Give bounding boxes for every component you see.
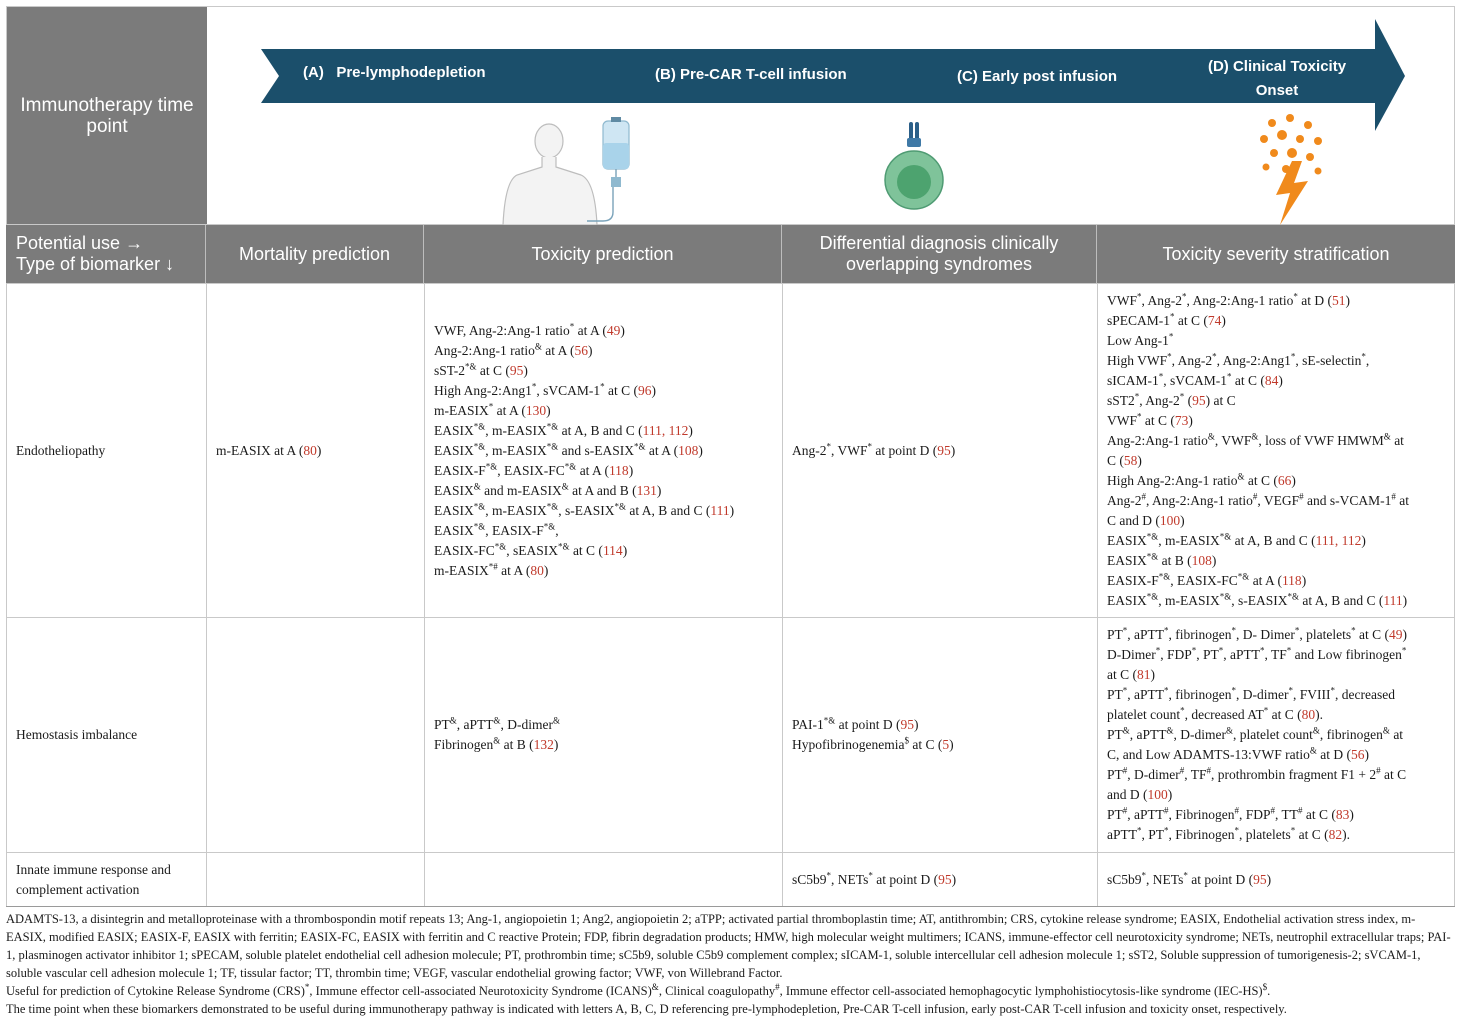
reference-link[interactable]: 95	[1253, 871, 1267, 887]
reference-link[interactable]: 80	[530, 562, 544, 578]
grid-line	[6, 906, 1455, 907]
reference-link[interactable]: 49	[1388, 627, 1403, 642]
cell-line: sST-2*& at C (95)	[434, 361, 528, 378]
cell-line: EASIX*&, m-EASIX*&, s-EASIX*& at A, B and C (111)	[434, 501, 735, 518]
cell-line: Ang-2:Ang-1 ratio&, VWF&, loss of VWF HMWM& at	[1107, 431, 1404, 448]
reference-link[interactable]: 95	[938, 871, 952, 887]
reference-link[interactable]: 84	[1264, 372, 1279, 388]
reference-link[interactable]: 131	[636, 482, 657, 498]
lightning-bolt	[1276, 161, 1308, 225]
cytokine-toxicity-icon	[1252, 113, 1332, 225]
reference-link[interactable]: 96	[638, 382, 652, 398]
reference-link[interactable]: 80	[303, 442, 317, 458]
reference-link[interactable]: 95	[509, 362, 524, 378]
header-mortality: Mortality prediction	[206, 225, 424, 283]
reference-link[interactable]: 111, 112	[1315, 532, 1362, 548]
header-differential: Differential diagnosis clinically overlapping syndromes	[782, 225, 1097, 283]
reference-link[interactable]: 114	[602, 542, 623, 558]
reference-link[interactable]: 95	[1192, 392, 1206, 408]
reference-link[interactable]: 56	[1351, 747, 1365, 762]
cell-line: High Ang-2:Ang1*, sVCAM-1* at C (96)	[434, 381, 657, 398]
reference-link[interactable]: 66	[1277, 472, 1292, 488]
cell-line: Ang-2*, VWF* at point D (95)	[792, 441, 956, 458]
cell-line: sPECAM-1* at C (74)	[1107, 311, 1226, 328]
row-endotheliopathy-type: Endotheliopathy	[16, 442, 106, 458]
row-innate-type: Innate immune response and complement activation	[16, 861, 171, 897]
reference-link[interactable]: 118	[1281, 572, 1302, 588]
row-endotheliopathy-severity	[1097, 284, 1455, 617]
cell-line: m-EASIX at A (80)	[216, 442, 322, 458]
cell-line: at C (81)	[1107, 667, 1155, 682]
reference-link[interactable]: 56	[574, 342, 588, 358]
reference-link[interactable]: 111	[710, 502, 730, 518]
cell-line: sC5b9*, NETs* at point D (95)	[1107, 870, 1272, 887]
stage-b: (B) Pre-CAR T-cell infusion	[655, 66, 847, 83]
cell-line: C (58)	[1107, 452, 1142, 468]
cell-line: EASIX& and m-EASIX& at A and B (131)	[434, 481, 662, 498]
reference-link[interactable]: 108	[678, 442, 699, 458]
cell-line: VWF* at C (73)	[1107, 411, 1193, 428]
reference-link[interactable]: 108	[1191, 552, 1212, 568]
cell-line: Hypofibrinogenemia$ at C (5)	[792, 735, 954, 752]
reference-link[interactable]: 81	[1137, 667, 1151, 682]
reference-link[interactable]: 118	[608, 462, 629, 478]
cell-line: VWF*, Ang-2*, Ang-2:Ang-1 ratio* at D (51)	[1107, 291, 1350, 308]
reference-link[interactable]: 111, 112	[642, 422, 689, 438]
car-t-cell-icon	[882, 120, 946, 215]
row-hemostasis-severity	[1097, 618, 1455, 852]
row-hemostasis-type: Hemostasis imbalance	[16, 727, 138, 742]
row-innate-mortality	[206, 853, 424, 906]
cell-line: aPTT*, PT*, Fibrinogen*, platelets* at C (82).	[1107, 825, 1350, 842]
cell-line: EASIX-F*&, EASIX-FC*& at A (118)	[434, 461, 634, 478]
timeline-label: Immunotherapy time point	[7, 7, 207, 224]
row-endotheliopathy-toxicity	[424, 284, 782, 617]
cell-line: C, and Low ADAMTS-13:VWF ratio& at D (56)	[1107, 745, 1370, 762]
reference-link[interactable]: 49	[606, 322, 621, 338]
cell-line: EASIX*& at B (108)	[1107, 551, 1217, 568]
stage-a: (A) Pre-lymphodepletion	[303, 64, 486, 81]
stage-c: (C) Early post infusion	[957, 68, 1118, 85]
cell-line: PT&, aPTT&, D-dimer&, platelet count&, fibrinogen& at	[1107, 725, 1404, 742]
cell-line: D-Dimer*, FDP*, PT*, aPTT*, TF* and Low fibrinogen*	[1107, 645, 1407, 662]
cell-line: VWF, Ang-2:Ang-1 ratio* at A (49)	[434, 321, 625, 338]
cell-line: m-EASIX* at A (130)	[434, 401, 551, 418]
cell-line: EASIX*&, m-EASIX*& at A, B and C (111, 112)	[434, 421, 693, 438]
row-innate-severity	[1097, 853, 1455, 906]
cell-line: sST2*, Ang-2* (95) at C	[1107, 391, 1236, 408]
stage-d: (D) Clinical Toxicity Onset	[1207, 58, 1347, 99]
reference-link[interactable]: 130	[525, 402, 547, 418]
cell-nucleus	[897, 165, 931, 199]
row-innate-differential	[782, 853, 1097, 906]
reference-link[interactable]: 58	[1123, 452, 1138, 468]
cell-line: High Ang-2:Ang-1 ratio& at C (66)	[1107, 471, 1296, 488]
cell-line: sICAM-1*, sVCAM-1* at C (84)	[1107, 371, 1283, 388]
timeline-panel	[6, 6, 1455, 225]
reference-link[interactable]: 111	[1383, 592, 1403, 608]
cell-line: EASIX*&, m-EASIX*& and s-EASIX*& at A (108)	[434, 441, 703, 458]
cell-line: Ang-2:Ang-1 ratio& at A (56)	[434, 341, 593, 358]
row-hemostasis-mortality	[206, 618, 424, 852]
cell-line: C and D (100)	[1107, 512, 1185, 528]
reference-link[interactable]: 82	[1328, 827, 1343, 842]
reference-link[interactable]: 95	[937, 442, 951, 458]
footnote-symbols: Useful for prediction of Cytokine Release Syndrome (CRS)*, Immune effector cell-associated Neurotoxicity Syndrome (ICANS)&, Clinical coagulopathy#, Immune effector cell-associated hemophagocytic lymphohistiocytosis-like syndrome (IEC-HS)$.	[6, 981, 1271, 998]
header-col-type: Potential use → Type of biomarker ↓	[6, 225, 206, 283]
row-hemostasis-toxicity	[424, 618, 782, 852]
table-footnotes	[6, 910, 1455, 1018]
reference-link[interactable]: 100	[1159, 512, 1181, 528]
cell-line: platelet count*, decreased AT* at C (80).	[1107, 705, 1323, 722]
cell-line: PT*, aPTT*, fibrinogen*, D- Dimer*, platelets* at C (49)	[1107, 625, 1407, 642]
footnote-abbreviations: ADAMTS-13, a disintegrin and metalloproteinase with a thrombospondin motif repeats 13; Ang-1, angiopoietin 1; Ang2, angiopoietin 2; aTPP; activated partial thromboplastin time; AT, antithrombin; CRS, cytokine release syndrome; EASIX, Endothelial activation stress index, m-EASIX, modified EASIX; EASIX-F, EASIX with ferritin; EASIX-FC, EASIX with ferritin and C reactive Protein; FDP, fibrin degradation products; HMW, high molecular weight multimers; ICANS, immune-effector cell neurotoxicity syndrome; NETs, neutrophil extracellular traps; PAI-1, plasminogen activator inhibitor 1; sPECAM, soluble platelet endothelial cell adhesion molecule; PT, prothrombin time; sC5b9, soluble C5b9 complement complex; sICAM-1, soluble intercellular cell adhesion molecule 1; sST2, Soluble suppression of tumorigenesis-2; sVCAM-1, soluble vascular cell adhesion molecule 1; TF, tissular factor; TT, thrombin time; VEGF, vascular endothelial growing factor; VWF, von Willebrand Factor.	[6, 912, 1451, 980]
patient-iv-icon	[497, 117, 637, 225]
cell-line: High VWF*, Ang-2*, Ang-2:Ang1*, sE-selectin*,	[1107, 351, 1370, 368]
reference-link[interactable]: 5	[942, 737, 950, 752]
reference-link[interactable]: 73	[1174, 412, 1189, 428]
header-toxicity: Toxicity prediction	[424, 225, 782, 283]
cell-line: EASIX-F*&, EASIX-FC*& at A (118)	[1107, 571, 1307, 588]
cell-line: EASIX-FC*&, sEASIX*& at C (114)	[434, 541, 628, 558]
cell-line: PT&, aPTT&, D-dimer&	[434, 715, 561, 732]
cell-line: EASIX*&, m-EASIX*&, s-EASIX*& at A, B and C (111)	[1107, 591, 1408, 608]
cell-line: PAI-1*& at point D (95)	[792, 715, 919, 732]
cell-line: PT#, aPTT#, Fibrinogen#, FDP#, TT# at C (83)	[1107, 805, 1354, 822]
cell-line: EASIX*&, EASIX-F*&,	[434, 521, 559, 538]
reference-link[interactable]: 132	[533, 737, 554, 752]
cell-line: sC5b9*, NETs* at point D (95)	[792, 870, 957, 887]
cell-line: and D (100)	[1107, 787, 1173, 802]
reference-link[interactable]: 80	[1301, 707, 1316, 722]
footnote-timepoint: The time point when these biomarkers demonstrated to be useful during immunotherapy pathway is indicated with letters A, B, C, D referencing pre-lymphodepletion, Pre-CAR T-cell infusion, early post-CAR T-cell infusion and toxicity onset, respectively.	[6, 1002, 1287, 1016]
reference-link[interactable]: 100	[1147, 787, 1168, 802]
cell-line: Fibrinogen& at B (132)	[434, 735, 559, 752]
cell-line: PT*, aPTT*, fibrinogen*, D-dimer*, FVIII*, decreased	[1107, 685, 1395, 702]
cell-line: EASIX*&, m-EASIX*& at A, B and C (111, 112)	[1107, 531, 1366, 548]
row-innate-toxicity	[424, 853, 782, 906]
cell-line: m-EASIX*# at A (80)	[434, 561, 549, 578]
row-endotheliopathy-differential	[782, 284, 1097, 617]
cell-line: Ang-2#, Ang-2:Ang-1 ratio#, VEGF# and s-VCAM-1# at	[1107, 491, 1410, 508]
header-severity: Toxicity severity stratification	[1097, 225, 1455, 283]
row-endotheliopathy-mortality	[206, 284, 424, 617]
reference-link[interactable]: 74	[1207, 312, 1222, 328]
reference-link[interactable]: 95	[900, 717, 915, 732]
cell-line: Low Ang-1*	[1107, 331, 1174, 348]
row-hemostasis-differential	[782, 618, 1097, 852]
cell-line: PT#, D-dimer#, TF#, prothrombin fragment F1 + 2# at C	[1107, 765, 1407, 782]
reference-link[interactable]: 83	[1335, 807, 1350, 822]
reference-link[interactable]: 51	[1332, 292, 1346, 308]
